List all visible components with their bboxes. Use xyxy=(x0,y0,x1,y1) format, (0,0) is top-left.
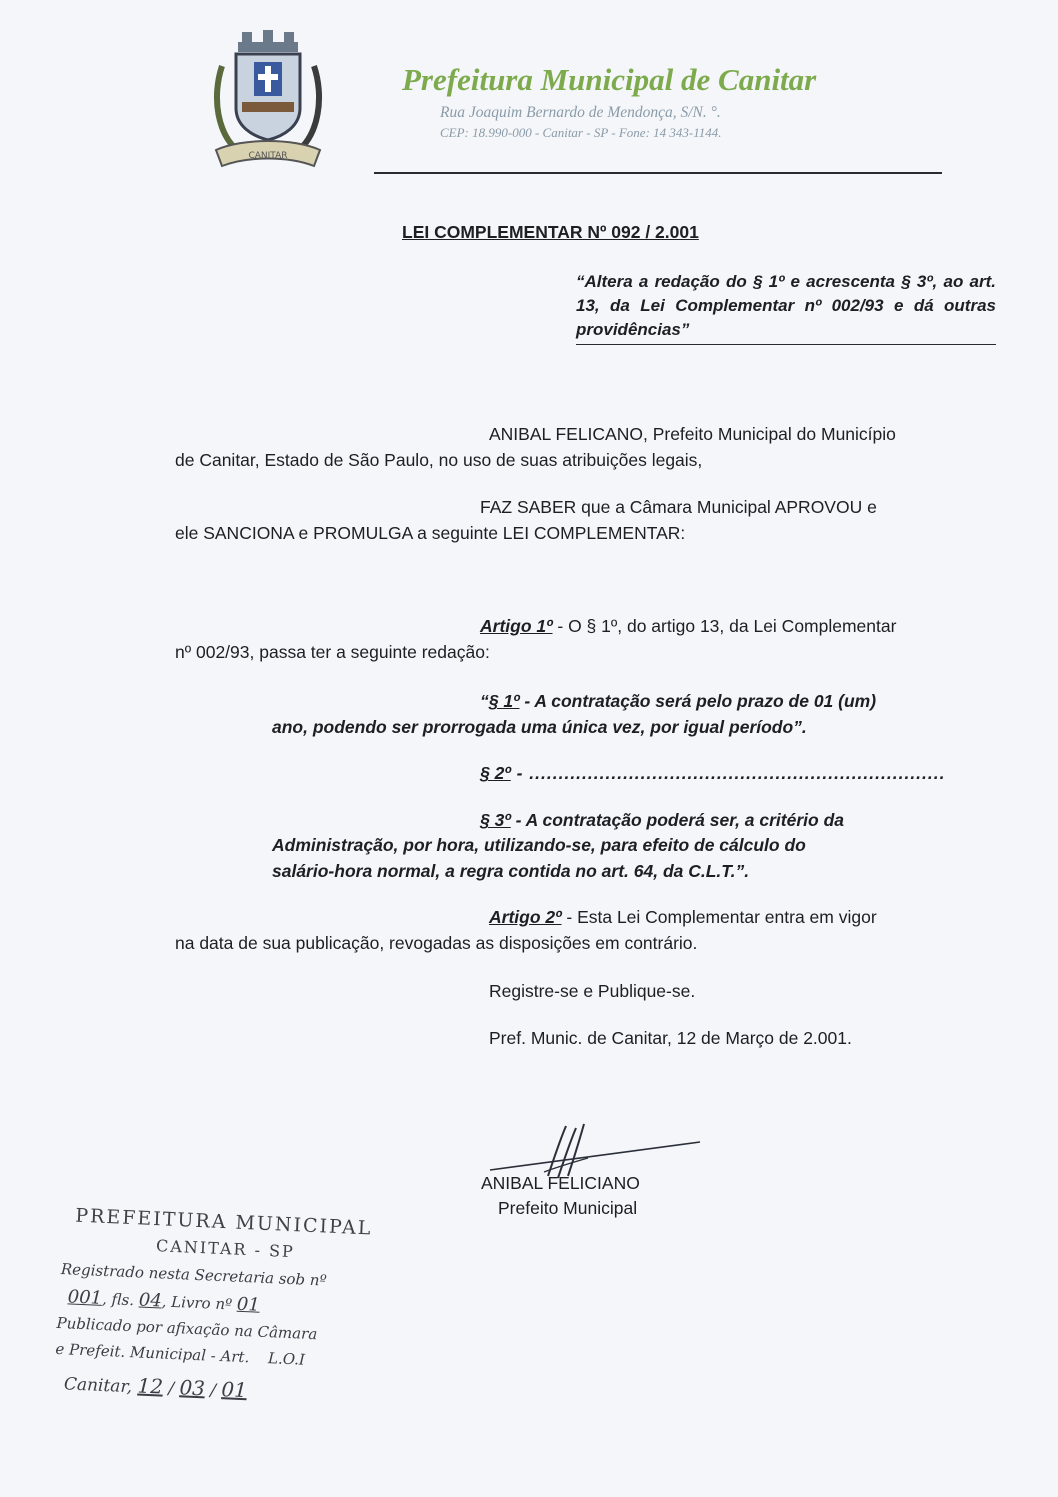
paragraph-3-label: § 3º xyxy=(480,810,511,830)
stamp-date-line: Canitar, 12 / 03 / 01 xyxy=(63,1373,248,1403)
article-1-line-2: nº 002/93, passa ter a seguinte redação: xyxy=(175,642,490,662)
article-2-label: Artigo 2º xyxy=(489,907,562,927)
article-2-text: - Esta Lei Complementar entra em vigor xyxy=(561,907,877,927)
municipal-coat-of-arms xyxy=(202,26,334,172)
paragraph-2-text: - ....................................................................... xyxy=(510,763,946,783)
paragraph-1-line-1 xyxy=(480,688,876,714)
stamp-livro-number: 01 xyxy=(236,1293,261,1316)
paragraph-1-line-2: ano, podendo ser prorrogada uma única vez, por igual período”. xyxy=(272,717,807,737)
stamp-month: 03 xyxy=(178,1375,206,1401)
article-2-line-2: na data de sua publicação, revogadas as disposições em contrário. xyxy=(175,933,698,953)
document-title: LEI COMPLEMENTAR Nº 092 / 2.001 xyxy=(402,222,699,242)
paragraph-3-line-2: Administração, por hora, utilizando-se, para efeito de cálculo do xyxy=(272,835,806,855)
article-1-text: - O § 1º, do artigo 13, da Lei Complementar xyxy=(552,616,897,636)
stamp-year: 01 xyxy=(220,1377,248,1403)
article-2-line-1 xyxy=(489,904,877,930)
stamp-livro-label: , Livro nº xyxy=(161,1292,233,1314)
paragraph-2 xyxy=(480,760,946,786)
letterhead-address: Rua Joaquim Bernardo de Mendonça, S/N. °. xyxy=(440,104,721,121)
svg-text:CANITAR: CANITAR xyxy=(248,151,288,161)
letterhead-cep: CEP: 18.990-000 - Canitar - SP - Fone: 14 343-1144. xyxy=(440,125,722,140)
stamp-day: 12 xyxy=(137,1373,164,1399)
faz-saber-line-2: ele SANCIONA e PROMULGA a seguinte LEI COMPLEMENTAR: xyxy=(175,523,686,543)
paragraph-1-text: - A contratação será pelo prazo de 01 (um) xyxy=(519,691,877,711)
stamp-fls-number: 04 xyxy=(138,1289,163,1312)
faz-saber-line-1: FAZ SABER que a Câmara Municipal APROVOU e xyxy=(480,497,877,517)
paragraph-3-text: - A contratação poderá ser, a critério da xyxy=(510,810,844,830)
stamp-registration-number: 001 xyxy=(67,1286,103,1309)
stamp-art-label: e Prefeit. Municipal - Art. xyxy=(55,1339,250,1367)
stamp-line-2: CANITAR - SP xyxy=(155,1236,296,1262)
paragraph-2-label: § 2º xyxy=(480,763,511,783)
stamp-canitar-label: Canitar, xyxy=(63,1374,133,1398)
signer-name: ANIBAL FELICIANO xyxy=(481,1173,640,1193)
registration-stamp xyxy=(52,1200,407,1435)
place-and-date: Pref. Munic. de Canitar, 12 de Março de 2.001. xyxy=(489,1028,852,1048)
paragraph-3-line-1 xyxy=(480,807,844,833)
stamp-line-5: Publicado por afixação na Câmara xyxy=(56,1313,318,1344)
closing-formula: Registre-se e Publique-se. xyxy=(489,981,696,1001)
stamp-line-6 xyxy=(55,1340,305,1369)
letterhead-title: Prefeitura Municipal de Canitar xyxy=(402,62,817,97)
stamp-line-1: PREFEITURA MUNICIPAL xyxy=(74,1204,373,1240)
paragraph-1-quote: “ xyxy=(480,691,489,711)
preamble-line-1: ANIBAL FELICANO, Prefeito Municipal do Município xyxy=(489,424,896,444)
stamp-line-4 xyxy=(67,1286,260,1315)
paragraph-1-label: § 1º xyxy=(488,691,520,711)
stamp-line-3: Registrado nesta Secretaria sob nº xyxy=(60,1260,327,1290)
article-1-line-1 xyxy=(480,613,896,639)
stamp-fls-label: , fls. xyxy=(101,1289,135,1310)
stamp-lo: L.O.I xyxy=(267,1349,306,1369)
signer-role: Prefeito Municipal xyxy=(498,1198,638,1218)
letterhead-divider xyxy=(374,172,942,174)
ementa: “Altera a redação do § 1º e acrescenta § 3º, ao art. 13, da Lei Complementar nº 002/93 e dá outras providências” xyxy=(576,270,996,345)
article-1-label: Artigo 1º xyxy=(480,616,553,636)
preamble-line-2: de Canitar, Estado de São Paulo, no uso de suas atribuições legais, xyxy=(175,450,703,470)
paragraph-3-line-3: salário-hora normal, a regra contida no art. 64, da C.L.T.”. xyxy=(272,861,750,881)
